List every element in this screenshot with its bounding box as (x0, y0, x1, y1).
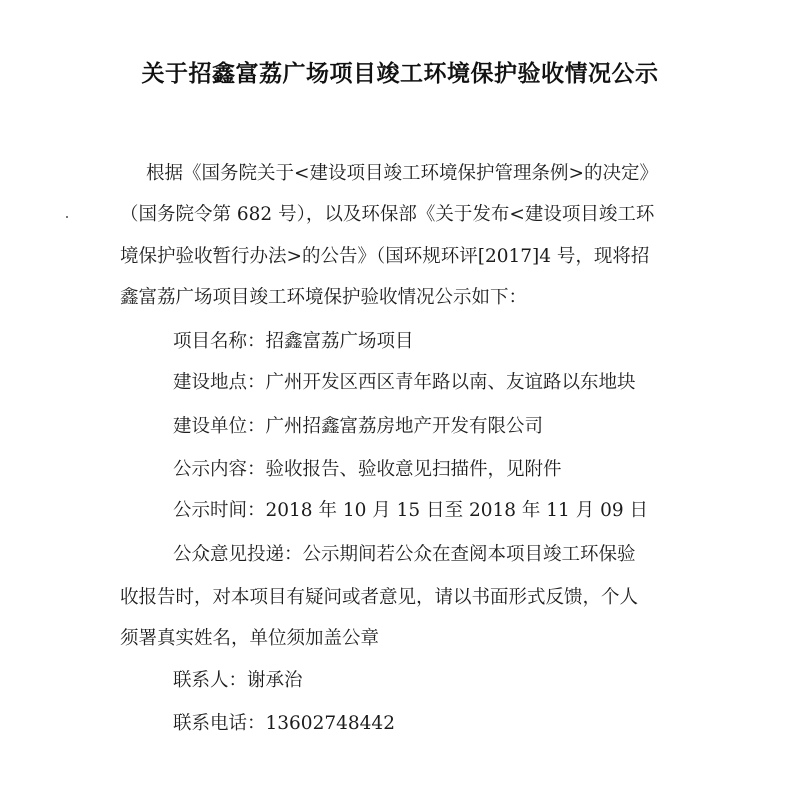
location-line: 建设地点：广州开发区西区青年路以南、友谊路以东地块 (173, 372, 636, 393)
scan-speck (66, 216, 68, 218)
period-line: 公示时间：2018 年 10 月 15 日至 2018 年 11 月 09 日 (173, 500, 649, 521)
contact-phone-line: 联系电话：13602748442 (173, 713, 395, 734)
document-title: 关于招鑫富荔广场项目竣工环境保护验收情况公示 (141, 60, 659, 87)
feedback-line-2: 收报告时，对本项目有疑问或者意见，请以书面形式反馈，个人 (120, 587, 639, 608)
feedback-line-1: 公众意见投递：公示期间若公众在查阅本项目竣工环保验 (173, 544, 636, 565)
content-line: 公示内容：验收报告、验收意见扫描件，见附件 (173, 459, 562, 480)
project-name-line: 项目名称：招鑫富荔广场项目 (173, 331, 414, 352)
contact-person-line: 联系人：谢承治 (173, 670, 303, 691)
builder-line: 建设单位：广州招鑫富荔房地产开发有限公司 (173, 416, 544, 437)
intro-line-4: 鑫富荔广场项目竣工环境保护验收情况公示如下： (120, 287, 528, 308)
feedback-line-3: 须署真实姓名，单位须加盖公章 (120, 628, 380, 649)
intro-line-2: （国务院令第 682 号），以及环保部《关于发布<建设项目竣工环 (120, 204, 655, 225)
intro-line-1: 根据《国务院关于<建设项目竣工环境保护管理条例>的决定》 (146, 163, 659, 184)
intro-line-3: 境保护验收暂行办法>的公告》（国环规环评[2017]4 号，现将招 (120, 246, 650, 267)
